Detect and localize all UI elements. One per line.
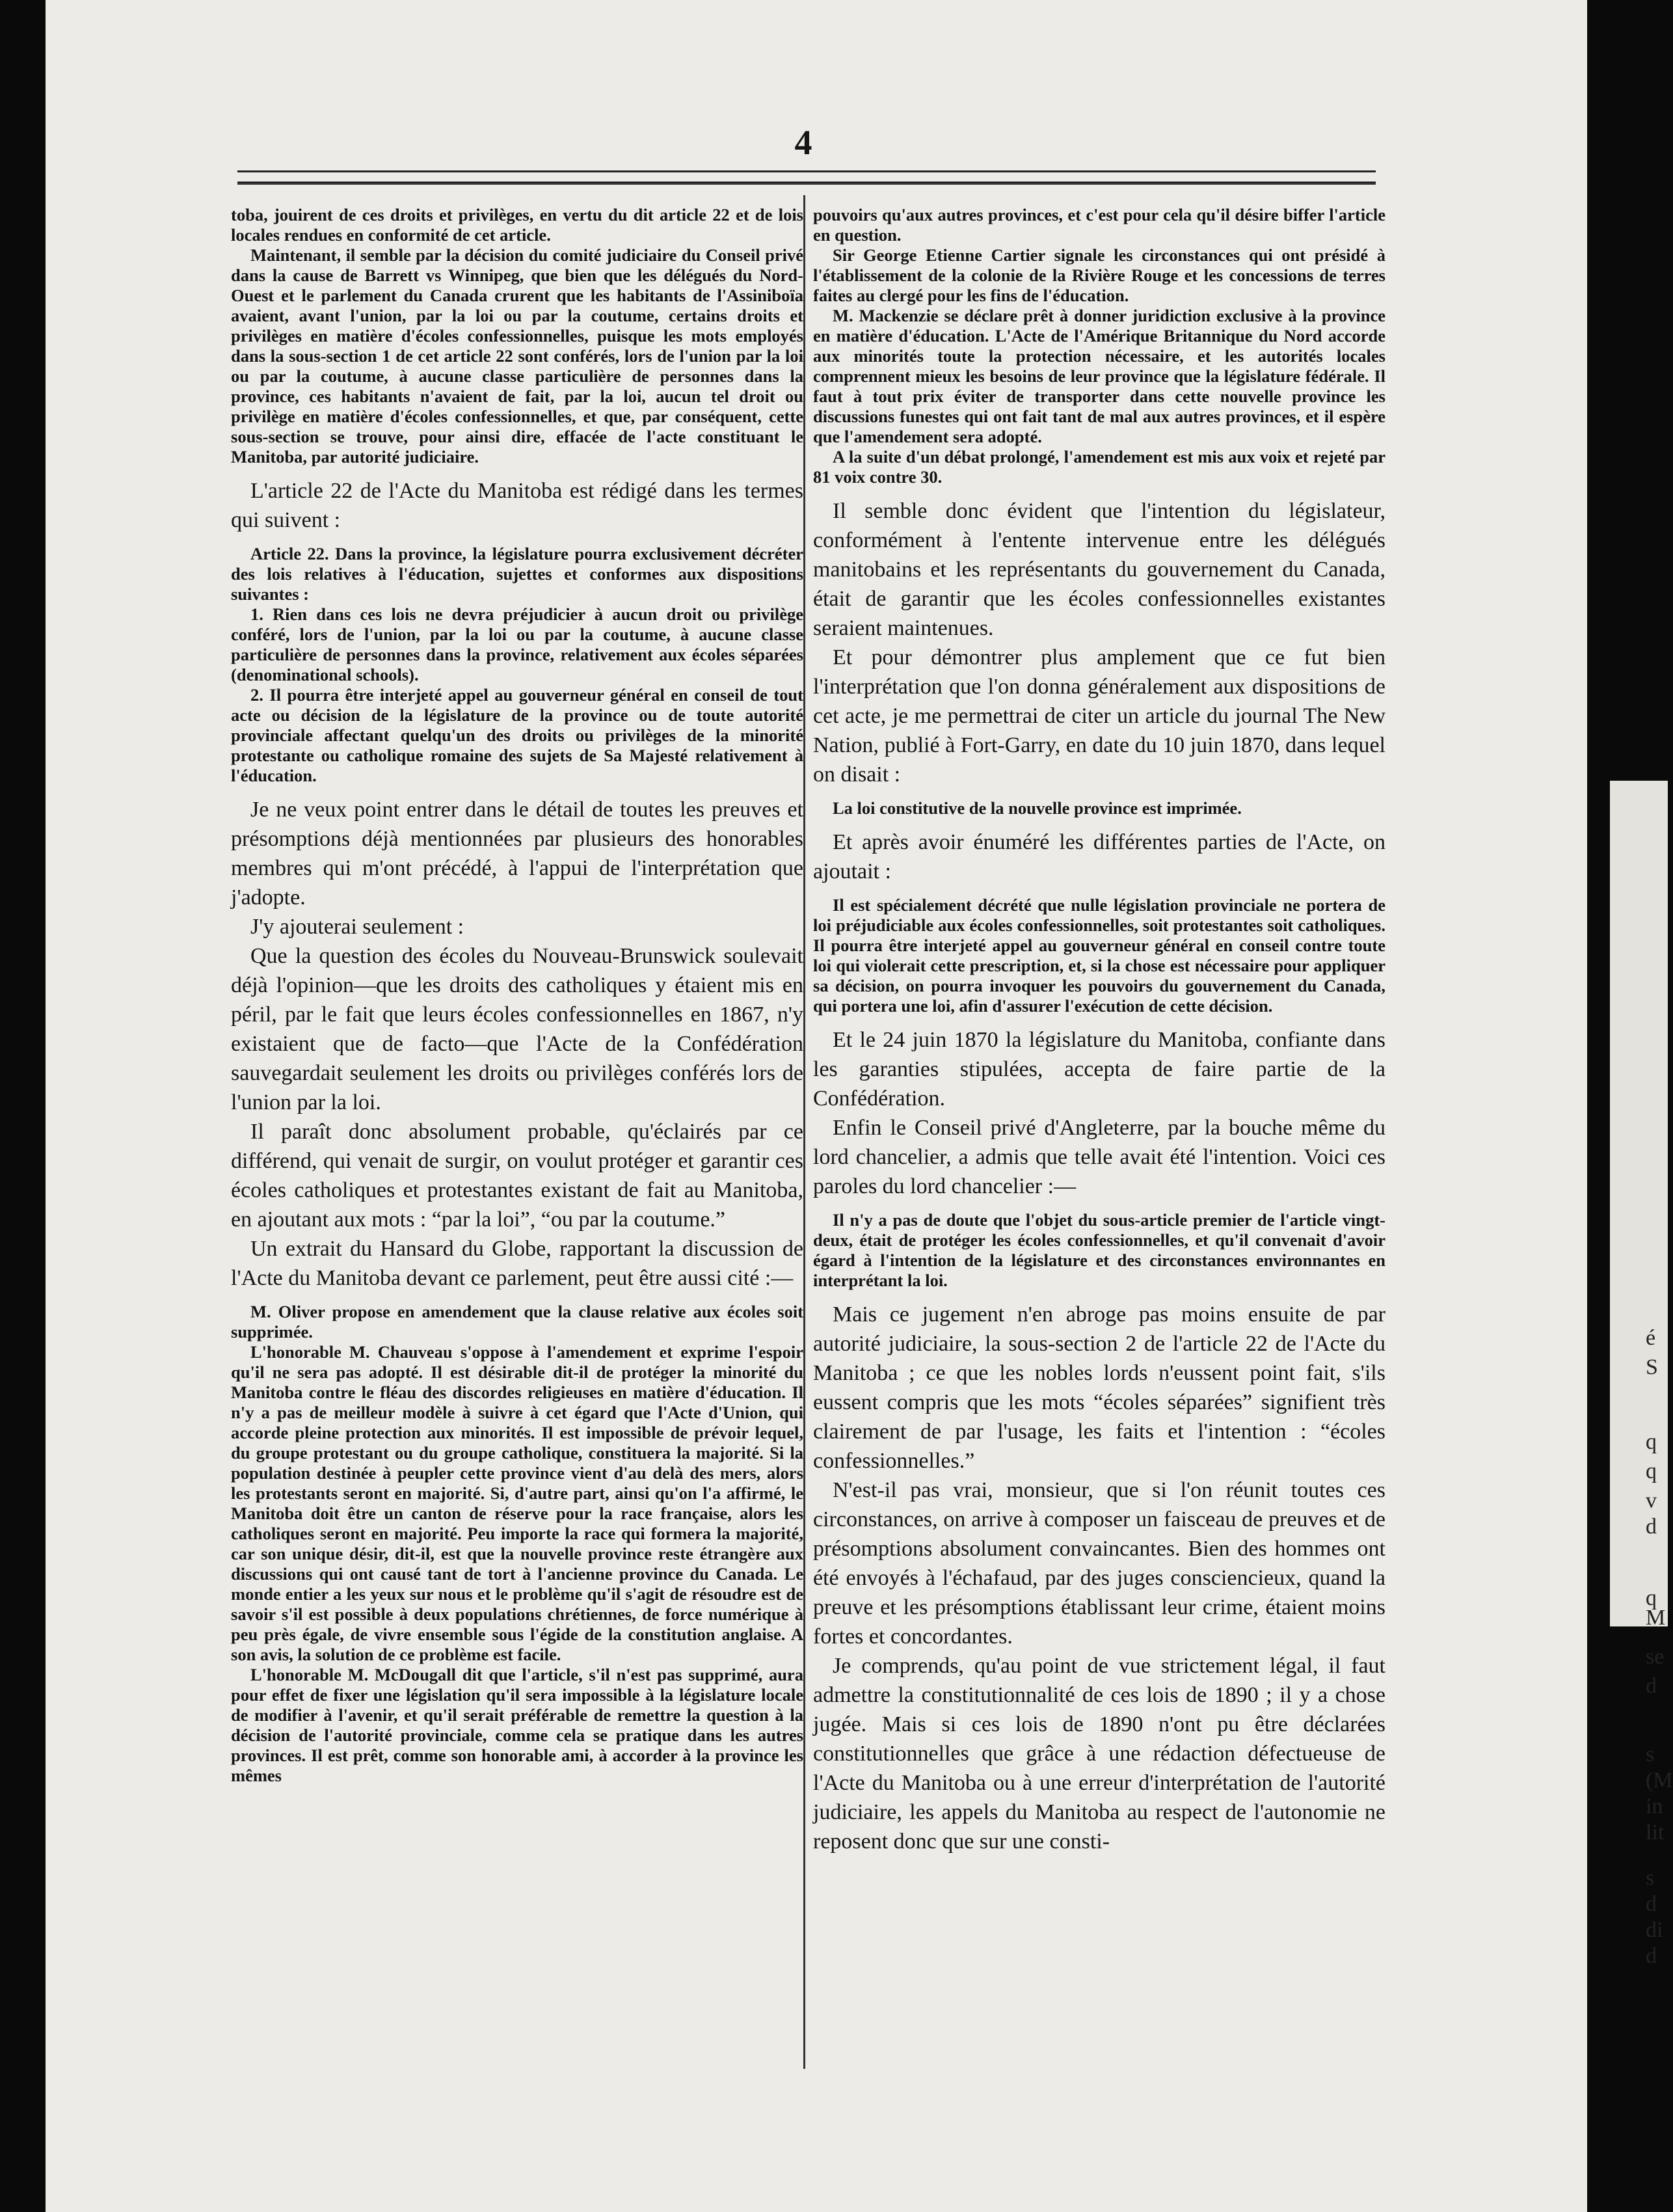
margin-fragment: q xyxy=(1646,1430,1657,1454)
paragraph: 2. Il pourra être interjeté appel au gouverneur général en conseil de tout acte ou décision de la législature de la province ou de toute autorité provinciale affectant quelqu'un des droits ou privilèges de la minorité protestante ou catholique romaine des sujets de Sa Majesté relativement à l'éducation. xyxy=(231,685,803,785)
paragraph: Il paraît donc absolument probable, qu'éclairés par ce différend, qui venait de surgir, on voulut protéger et garantir ces écoles catholiques et protestantes existant de fait au Manitoba, en ajoutant aux mots : “par la loi”, “ou par la coutume.” xyxy=(231,1120,803,1232)
paragraph: Maintenant, il semble par la décision du comité judiciaire du Conseil privé dans la cause de Barrett vs Winnipeg, que bien que les délégués du Nord-Ouest et le parlement du Canada crurent que les habitants de l'Assiniboïa avaient, avant l'union, par la loi ou par la coutume, certains droits et privilèges en matière d'écoles confessionnelles, puisque les mots employés dans la sous-section 1 de cet article 22 sont conférés, lors de l'union par la loi ou par la coutume, à aucune classe particulière de personnes dans la province, ces habitants n'avaient de fait, par la loi, aucun tel droit ou privilège en matière d'écoles confessionnelles, et que, par conséquent, cette sous-section se trouve, pour ainsi dire, effacée de l'acte constituant le Manitoba, par autorité judiciaire. xyxy=(231,245,803,466)
paragraph: M. Oliver propose en amendement que la clause relative aux écoles soit supprimée. xyxy=(231,1302,803,1342)
left-column xyxy=(231,205,803,2066)
paragraph: 1. Rien dans ces lois ne devra préjudicier à aucun droit ou privilège conféré, lors de l'union, par la loi ou par la coutume, à aucune classe particulière de personnes dans la province, relativement aux écoles séparées (denominational schools). xyxy=(231,604,803,684)
paragraph: Il n'y a pas de doute que l'objet du sous-article premier de l'article vingt-deux, était de protéger les écoles confessionnelles, et qu'il convenait d'avoir égard à l'intention de la législature et des circonstances environnantes en interprétant la loi. xyxy=(813,1210,1385,1290)
margin-fragment: d xyxy=(1646,1515,1657,1539)
paragraph: Sir George Etienne Cartier signale les circonstances qui ont présidé à l'établissement de la colonie de la Rivière Rouge et les concessions de terres faites au clergé pour les fins de l'éducation. xyxy=(813,245,1385,305)
paragraph: Mais ce jugement n'en abroge pas moins ensuite de par autorité judiciaire, la sous-section 2 de l'article 22 de l'Acte du Manitoba ; ce que les nobles lords n'eussent point fait, s'ils eussent compris que les mots “écoles séparées” signifient très clairement de par l'usage, les faits et l'intention : “écoles confessionnelles.” xyxy=(813,1302,1385,1473)
paragraph: Et pour démontrer plus amplement que ce fut bien l'interprétation que l'on donna généralement aux dispositions de cet acte, je me permettrai de citer un article du journal The New Nation, publié à Fort-Garry, en date du 10 juin 1870, dans lequel on disait : xyxy=(813,645,1385,787)
paragraph: M. Mackenzie se déclare prêt à donner juridiction exclusive à la province en matière d'éducation. L'Acte de l'Amérique Britannique du Nord accorde aux minorités toute la protection nécessaire, et les autorités locales comprennent mieux les besoins de leur province que la législature fédérale. Il faut à tout prix éviter de transporter dans cette nouvelle province les discussions funestes qui ont fait tant de mal aux autres provinces, et il espère que l'amendement sera adopté. xyxy=(813,306,1385,446)
paragraph: Et après avoir énuméré les différentes parties de l'Acte, on ajoutait : xyxy=(813,830,1385,883)
paragraph: Un extrait du Hansard du Globe, rapportant la discussion de l'Acte du Manitoba devant ce parlement, peut être aussi cité :— xyxy=(231,1237,803,1290)
margin-fragment: q xyxy=(1646,1586,1657,1610)
paragraph: Il semble donc évident que l'intention du législateur, conformément à l'entente intervenue entre les délégués manitobains et les représentants du gouvernement du Canada, était de garantir que les écoles confessionnelles existantes seraient maintenues. xyxy=(813,499,1385,640)
paragraph: L'honorable M. Chauveau s'oppose à l'amendement et exprime l'espoir qu'il ne sera pas adopté. Il est désirable dit-il de protéger la minorité du Manitoba contre le fléau des discordes religieuses en matière d'éducation. Il n'y a pas de meilleur modèle à suivre à cet égard que l'Acte d'Union, qui accorde pleine protection aux minorités. Il est impossible de prévoir lequel, du groupe protestant ou du groupe catholique, constituera la majorité. Si la population destinée à peupler cette province vient d'au delà des mers, alors les protestants seront en majorité. Si, d'autre part, ainsi qu'on l'a affirmé, le Manitoba doit être un canton de réserve pour la race française, alors les catholiques seront en majorité. Peu importe la race qui formera la majorité, car son unique désir, dit-il, est que la nouvelle province reste étrangère aux discussions qui ont causé tant de tort à l'ancienne province du Canada. Le monde entier a les yeux sur nous et le problème qu'il s'agit de résoudre est de savoir s'il est possible à deux populations chrétiennes, de force numérique à peu près égale, de vivre ensemble sous l'égide de la constitution anglaise. A son avis, la solution de ce problème est facile. xyxy=(231,1342,803,1664)
margin-fragment: q xyxy=(1646,1459,1657,1483)
margin-fragment: d xyxy=(1646,1892,1657,1916)
margin-fragment: M xyxy=(1646,1606,1666,1630)
paragraph: Je ne veux point entrer dans le détail de toutes les preuves et présomptions déjà mentionnées par plusieurs des honorables membres qui m'ont précédé, à l'appui de l'interprétation que j'adopte. xyxy=(231,798,803,910)
margin-fragment: d xyxy=(1646,1944,1657,1968)
paragraph: Article 22. Dans la province, la législature pourra exclusivement décréter des lois relatives à l'éducation, sujettes et conformes aux dispositions suivantes : xyxy=(231,544,803,604)
margin-fragment: é xyxy=(1646,1326,1656,1350)
margin-fragment: d xyxy=(1646,1674,1657,1698)
paragraph: Que la question des écoles du Nouveau-Brunswick soulevait déjà l'opinion—que les droits des catholiques y étaient mis en péril, par le fait que leurs écoles confessionnelles en 1867, n'y existaient que de facto—que l'Acte de la Confédération sauvegardait seulement les droits ou privilèges conférés lors de l'union par la loi. xyxy=(231,944,803,1114)
margin-fragment: di xyxy=(1646,1918,1663,1942)
paragraph: Je comprends, qu'au point de vue strictement légal, il faut admettre la constitutionnalité de ces lois de 1890 ; il y a chose jugée. Mais si ces lois de 1890 n'ont pu être déclarées constitutionnelles que grâce à une rédaction défectueuse de l'Acte du Manitoba ou à une erreur d'interprétation de l'autorité judiciaire, les appels du Manitoba au respect de l'autonomie ne reposent donc que sur une consti- xyxy=(813,1654,1385,1854)
margin-fragment: s xyxy=(1646,1742,1655,1766)
paragraph: Et le 24 juin 1870 la législature du Manitoba, confiante dans les garanties stipulées, accepta de faire partie de la Confédération. xyxy=(813,1028,1385,1111)
margin-fragment: S xyxy=(1646,1355,1658,1379)
header-rule-thin xyxy=(237,183,1376,185)
margin-fragment: s xyxy=(1646,1866,1655,1890)
page-number: 4 xyxy=(794,123,812,162)
margin-fragment: (M xyxy=(1646,1768,1673,1792)
column-divider xyxy=(803,195,805,2069)
paragraph: J'y ajouterai seulement : xyxy=(250,915,464,939)
margin-fragment: v xyxy=(1646,1489,1657,1513)
paragraph: pouvoirs qu'aux autres provinces, et c'est pour cela qu'il désire biffer l'article en question. xyxy=(813,205,1385,245)
paragraph: Enfin le Conseil privé d'Angleterre, par la bouche même du lord chancelier, a admis que telle avait été l'intention. Voici ces paroles du lord chancelier :— xyxy=(813,1116,1385,1198)
paragraph: toba, jouirent de ces droits et privilèges, en vertu du dit article 22 et de lois locales rendues en conformité de cet article. xyxy=(231,205,803,245)
paragraph: A la suite d'un débat prolongé, l'amendement est mis aux voix et rejeté par 81 voix contre 30. xyxy=(813,447,1385,487)
paragraph: La loi constitutive de la nouvelle province est imprimée. xyxy=(833,798,1242,818)
right-column xyxy=(813,205,1385,2066)
adjacent-page-edge xyxy=(1610,781,1668,1626)
paragraph: L'article 22 de l'Acte du Manitoba est rédigé dans les termes qui suivent : xyxy=(231,479,803,532)
margin-fragment: in xyxy=(1646,1794,1663,1818)
margin-fragment: se xyxy=(1646,1645,1665,1669)
margin-fragment: lit xyxy=(1646,1820,1665,1844)
paragraph: N'est-il pas vrai, monsieur, que si l'on réunit toutes ces circonstances, on arrive à composer un faisceau de preuves et de présomptions absolument convaincantes. Bien des hommes ont été envoyés à l'échafaud, par des juges consciencieux, quand la preuve et les présomptions établissant leur crime, étaient moins fortes et concordantes. xyxy=(813,1478,1385,1649)
header-rule xyxy=(237,170,1376,183)
paragraph: L'honorable M. McDougall dit que l'article, s'il n'est pas supprimé, aura pour effet de fixer une législation qu'il sera impossible à la législature locale de modifier à l'avenir, et qu'il serait préférable de remettre la question à la décision de l'autorité provinciale, comme cela se pratique dans les autres provinces. Il est prêt, comme son honorable ami, à accorder à la province les mêmes xyxy=(231,1665,803,1785)
paragraph: Il est spécialement décrété que nulle législation provinciale ne portera de loi préjudiciable aux écoles confessionnelles, soit protestantes soit catholiques. Il pourra être interjeté appel au gouverneur général en conseil contre toute loi qui violerait cette prescription, et, si la chose est nécessaire pour appliquer sa décision, on pourra invoquer les pouvoirs du gouvernement du Canada, qui portera une loi, afin d'assurer l'exécution de cette décision. xyxy=(813,895,1385,1016)
